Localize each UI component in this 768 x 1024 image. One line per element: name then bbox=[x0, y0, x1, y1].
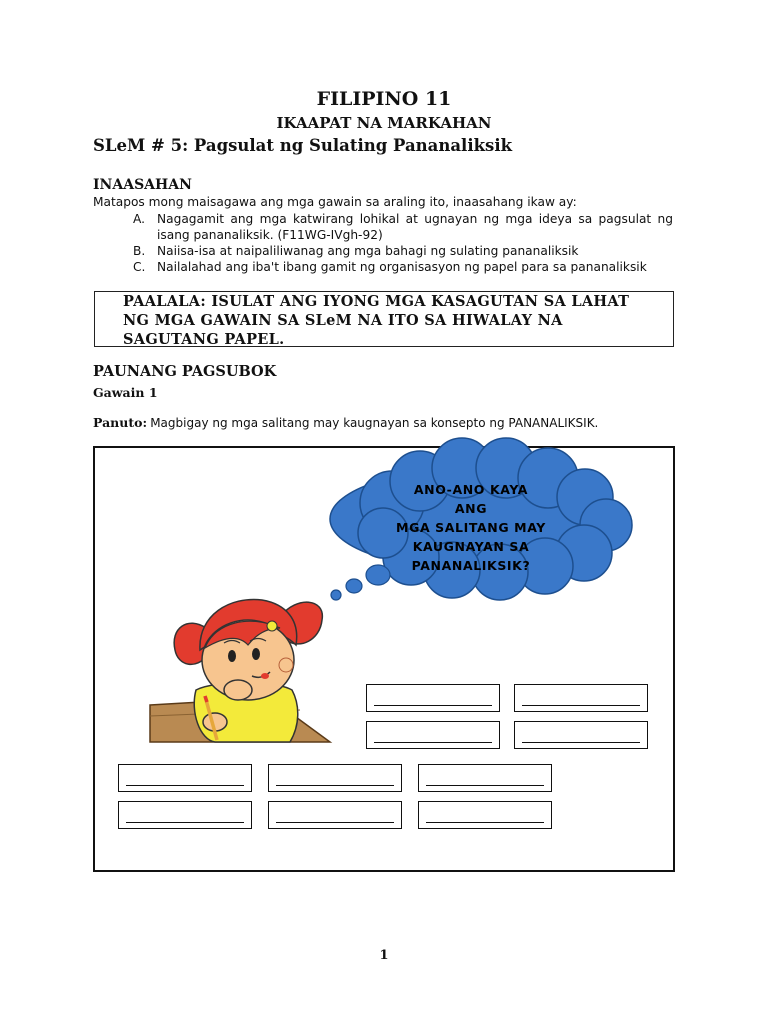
reminder-line: PAALALA: ISULAT ANG IYONG MGA KASAGUTAN SA LAHAT bbox=[123, 293, 630, 310]
objective-text: Nailalahad ang iba't ibang gamit ng organisasyon ng papel para sa pananaliksik bbox=[157, 260, 647, 274]
objective-text: Naiisa-isa at naipaliliwanag ang mga bahagi ng sulating pananaliksik bbox=[157, 244, 579, 258]
answer-box[interactable] bbox=[418, 764, 552, 792]
answer-box[interactable] bbox=[418, 801, 552, 829]
instruction-text: Magbigay ng mga salitang may kaugnayan sa konsepto ng PANANALIKSIK. bbox=[150, 416, 599, 430]
reminder-line: SAGUTANG PAPEL. bbox=[123, 331, 285, 348]
section-heading-pretest: PAUNANG PAGSUBOK bbox=[93, 363, 277, 380]
page-number: 1 bbox=[379, 948, 389, 963]
answer-box[interactable] bbox=[118, 801, 252, 829]
answer-box[interactable] bbox=[366, 684, 500, 712]
answer-box[interactable] bbox=[366, 721, 500, 749]
answer-box[interactable] bbox=[118, 764, 252, 792]
answer-box[interactable] bbox=[268, 764, 402, 792]
objective-letter: B. bbox=[133, 244, 146, 258]
bubble-line: ANO-ANO KAYA ANG bbox=[413, 482, 529, 516]
thinking-girl-illustration bbox=[150, 599, 330, 742]
instruction-label: Panuto: bbox=[93, 415, 148, 430]
objectives-intro: Matapos mong maisagawa ang mga gawain sa araling ito, inaasahang ikaw ay: bbox=[93, 195, 577, 209]
reminder-line: NG MGA GAWAIN SA SLeM NA ITO SA HIWALAY NA bbox=[123, 312, 563, 329]
answer-box[interactable] bbox=[268, 801, 402, 829]
quarter-heading: IKAAPAT NA MARKAHAN bbox=[276, 114, 492, 132]
lesson-title: SLeM # 5: Pagsulat ng Sulating Pananaliksik bbox=[93, 136, 513, 155]
bubble-line: KAUGNAYAN SA bbox=[412, 539, 530, 554]
document-title: FILIPINO 11 bbox=[316, 88, 452, 110]
thought-bubble-question bbox=[396, 480, 546, 575]
objective-text: Nagagamit ang mga katwirang lohikal at ugnayan ng mga ideya sa pagsulat ng isang pananaliksik. (F11WG-IVgh-92) bbox=[157, 212, 673, 242]
thought-dot bbox=[346, 579, 362, 593]
objective-letter: C. bbox=[133, 260, 146, 274]
section-heading-inaasahan: INAASAHAN bbox=[93, 177, 192, 193]
bubble-line: PANANALIKSIK? bbox=[411, 558, 531, 573]
thought-dot bbox=[366, 565, 390, 585]
thought-dot bbox=[331, 590, 341, 600]
answer-box[interactable] bbox=[514, 721, 648, 749]
objective-letter: A. bbox=[133, 212, 145, 226]
bubble-line: MGA SALITANG MAY bbox=[396, 520, 546, 535]
activity-label: Gawain 1 bbox=[93, 385, 158, 400]
answer-box[interactable] bbox=[514, 684, 648, 712]
